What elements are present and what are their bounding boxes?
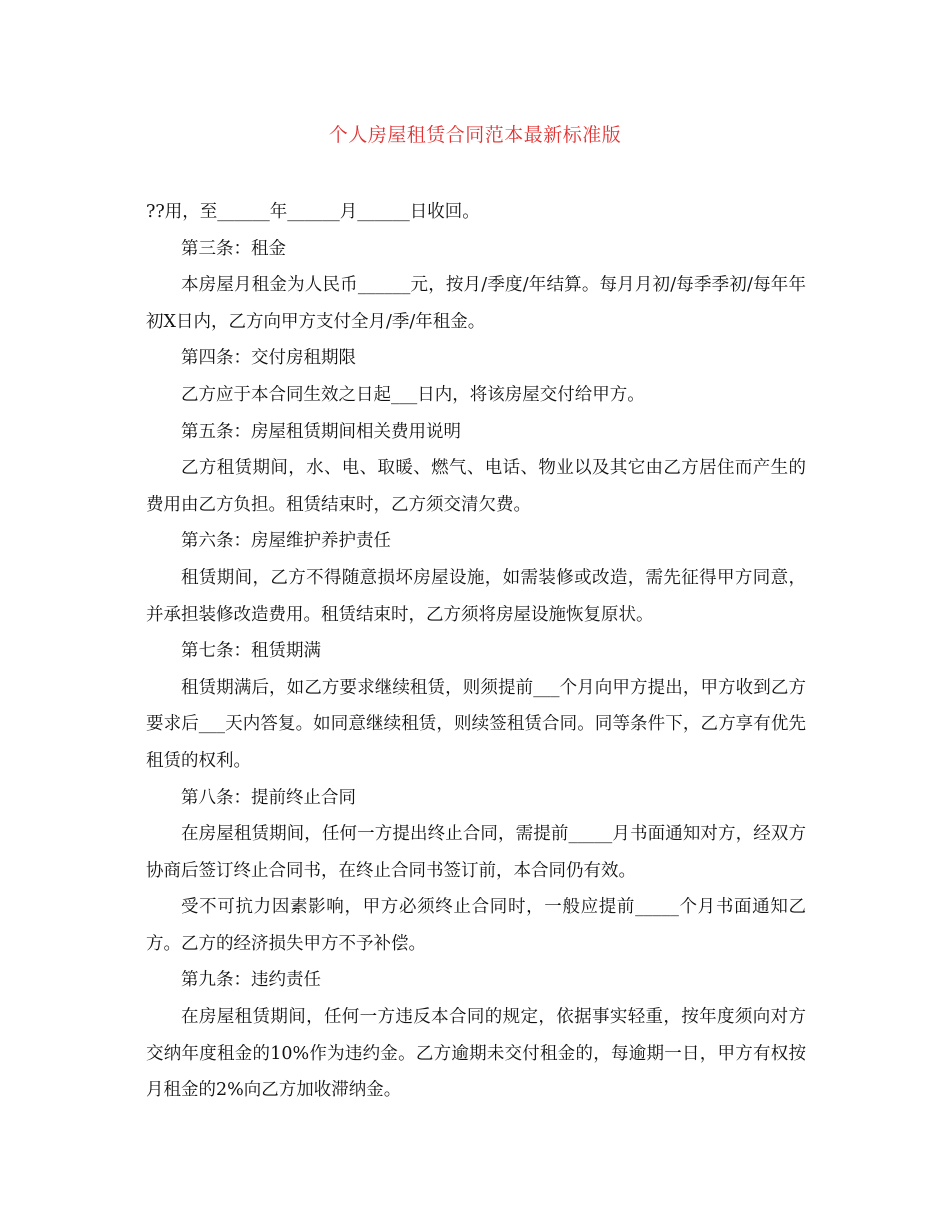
- paragraph: 本房屋月租金为人民币______元，按月/季度/年结算。每月月初/每季季初/每年年初X日内，乙方向甲方支付全月/季/年租金。: [146, 275, 806, 332]
- paragraph: 第三条：租金: [181, 238, 286, 259]
- paragraph: 第七条：租赁期满: [181, 641, 321, 662]
- paragraph: 第四条：交付房租期限: [181, 348, 356, 369]
- paragraph: 受不可抗力因素影响，甲方必须终止合同时，一般应提前_____个月书面通知乙方。乙方的经济损失甲方不予补偿。: [146, 897, 806, 954]
- document-title: 个人房屋租赁合同范本最新标准版: [328, 124, 622, 146]
- paragraph: 第九条：违约责任: [181, 970, 321, 991]
- paragraph: 乙方应于本合同生效之日起___日内，将该房屋交付给甲方。: [181, 384, 645, 405]
- paragraph: ??用，至______年______月______日收回。: [146, 202, 480, 222]
- paragraph: 第五条：房屋租赁期间相关费用说明: [181, 421, 461, 442]
- paragraph: 租赁期满后，如乙方要求继续租赁，则须提前___个月向甲方提出，甲方收到乙方要求后___天内答复。如同意继续租赁，则续签租赁合同。同等条件下，乙方享有优先租赁的权利。: [146, 677, 806, 771]
- paragraph: 第八条：提前终止合同: [181, 787, 356, 808]
- paragraph: 在房屋租赁期间，任何一方违反本合同的规定，依据事实轻重，按年度须向对方交纳年度租金的10%作为违约金。乙方逾期未交付租金的，每逾期一日，甲方有权按月租金的2%向乙方加收滞纳金。: [146, 1007, 806, 1101]
- paragraph: 在房屋租赁期间，任何一方提出终止合同，需提前_____月书面通知对方，经双方协商后签订终止合同书，在终止合同书签订前，本合同仍有效。: [146, 824, 806, 881]
- document-body: [146, 194, 806, 1109]
- paragraph: 租赁期间，乙方不得随意损坏房屋设施，如需装修或改造，需先征得甲方同意，并承担装修改造费用。租赁结束时，乙方须将房屋设施恢复原状。: [146, 567, 806, 625]
- paragraph: 乙方租赁期间，水、电、取暖、燃气、电话、物业以及其它由乙方居住而产生的费用由乙方负担。租赁结束时，乙方须交清欠费。: [146, 458, 806, 515]
- paragraph: 第六条：房屋维护养护责任: [181, 531, 391, 552]
